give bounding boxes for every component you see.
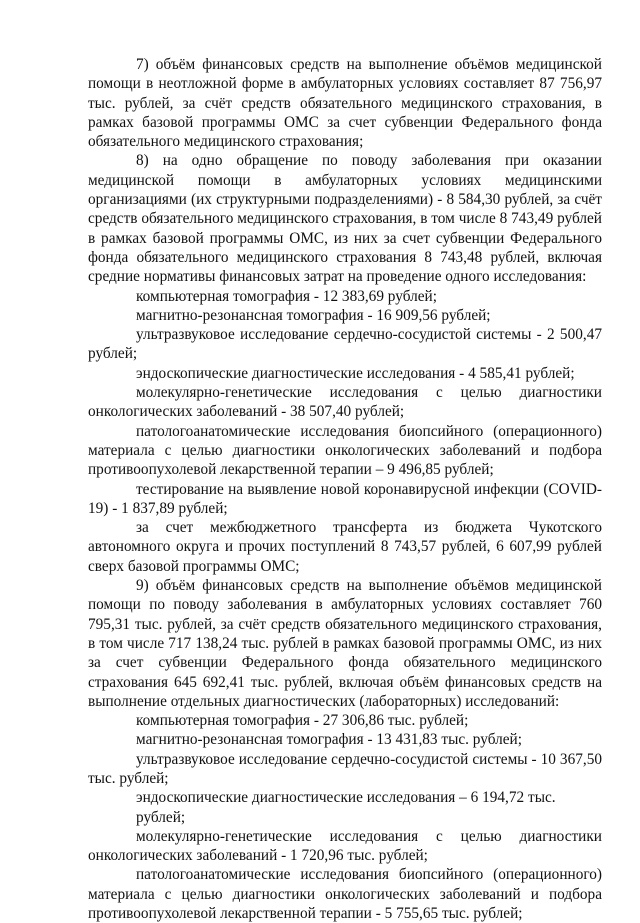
- list-item: молекулярно-генетические исследования с целью диагностики онкологических заболеваний - 38 507,40 рублей;: [88, 384, 602, 421]
- paragraph-9-outpatient-volume: 9) объём финансовых средств на выполнение объёмов медицинской помощи по поводу заболевания в амбулаторных условиях составляет 760 795,31 тыс. рублей, за счёт средств обязательного медицинского страхования, в том числе 717 138,24 тыс. рублей в рамках базовой программы ОМС, из них за счет субвенции Федерального фонда обязательного медицинского страхования 645 692,41 тыс. рублей, включая объём финансовых средств на выполнение отдельных диагностических (лабораторных) исследований:: [88, 577, 602, 710]
- list-item: патологоанатомические исследования биопсийного (операционного) материала с целью диагностики онкологических заболеваний и подбора противоопухолевой лекарственной терапии – 9 496,85 рублей;: [88, 422, 602, 479]
- list-item: патологоанатомические исследования биопсийного (операционного) материала с целью диагностики онкологических заболеваний и подбора противоопухолевой лекарственной терапии - 5 755,65 тыс. рублей;: [88, 866, 602, 923]
- paragraph-7-outpatient-emergency: 7) объём финансовых средств на выполнение объёмов медицинской помощи в неотложной форме в амбулаторных условиях составляет 87 756,97 тыс. рублей, за счёт средств обязательного медицинского страхования, в рамках базовой программы ОМС за счет субвенции Федерального фонда обязательного медицинского страхования;: [88, 56, 602, 151]
- list-item: компьютерная томография - 12 383,69 рублей;: [136, 287, 437, 305]
- list-item: ультразвуковое исследование сердечно-сосудистой системы - 2 500,47 рублей;: [88, 326, 602, 363]
- list-item: магнитно-резонансная томография - 16 909,56 рублей;: [136, 306, 491, 324]
- list-item: тестирование на выявление новой коронавирусной инфекции (COVID-19) - 1 837,89 рублей;: [88, 480, 602, 517]
- paragraph-8-per-visit-cost: 8) на одно обращение по поводу заболевания при оказании медицинской помощи в амбулаторных условиях медицинскими организациями (их структурными подразделениями) - 8 584,30 рублей, за счёт средств обязательного медицинского страхования, в том числе 8 743,49 рублей в рамках базовой программы ОМС, из них за счет субвенции Федерального фонда обязательного медицинского страхования 8 743,48 рублей, включая средние нормативы финансовых затрат на проведение одного исследования:: [88, 152, 602, 286]
- list-item: магнитно-резонансная томография - 13 431,83 тыс. рублей;: [136, 731, 522, 749]
- document-page: [88, 55, 602, 923]
- list-item: молекулярно-генетические исследования с целью диагностики онкологических заболеваний - 1 720,96 тыс. рублей;: [88, 827, 602, 865]
- list-item: за счет межбюджетного трансферта из бюджета Чукотского автономного округа и прочих поступлений 8 743,57 рублей, 6 607,99 рублей сверх базовой программы ОМС;: [88, 519, 602, 575]
- list-item: компьютерная томография - 27 306,86 тыс. рублей;: [136, 712, 469, 730]
- list-item: ультразвуковое исследование сердечно-сосудистой системы - 10 367,50 тыс. рублей;: [88, 750, 602, 787]
- list-item: эндоскопические диагностические исследования – 6 194,72 тыс. рублей;: [136, 789, 556, 826]
- list-item: эндоскопические диагностические исследования - 4 585,41 рублей;: [136, 364, 575, 382]
